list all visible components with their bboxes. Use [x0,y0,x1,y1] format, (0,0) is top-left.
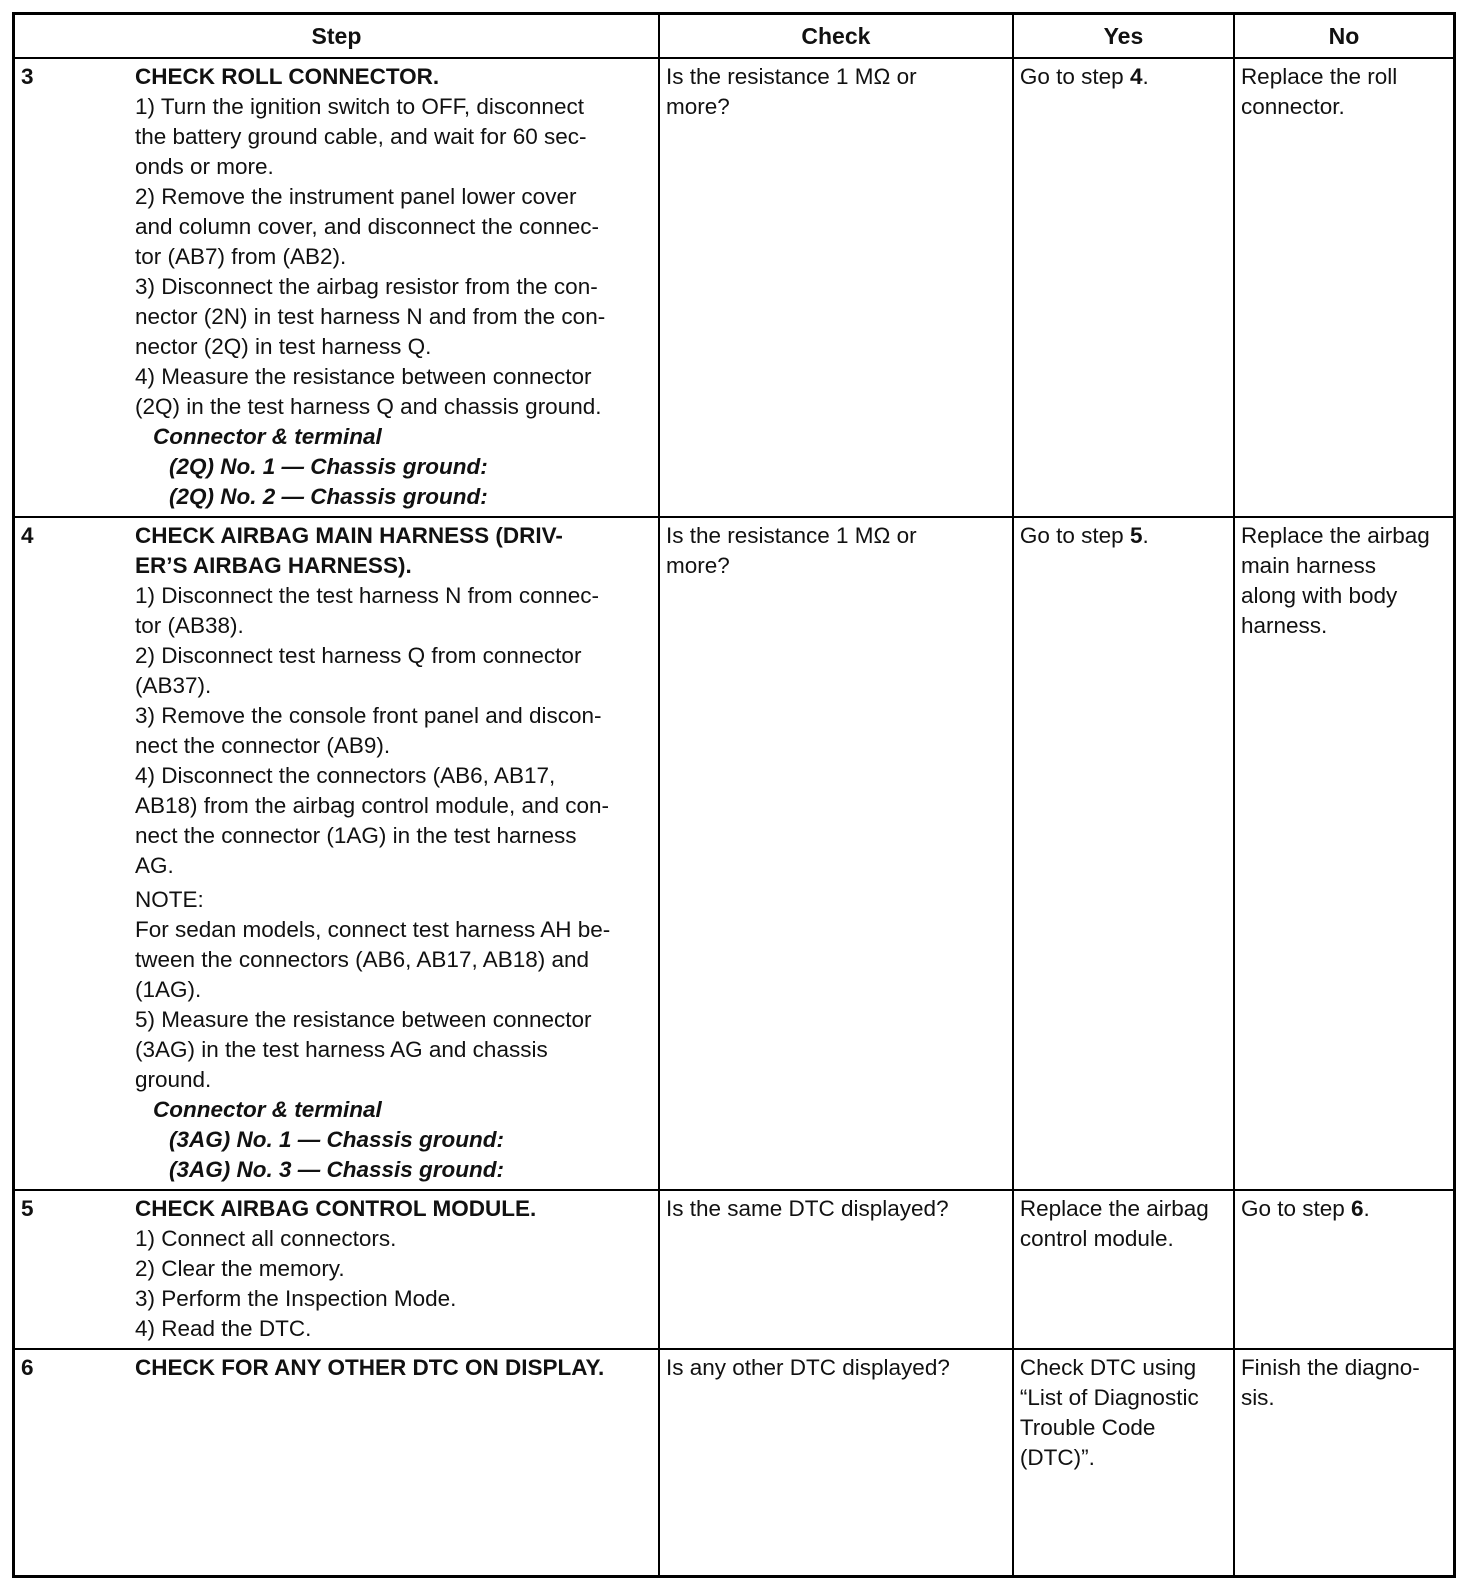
check-cell [659,1349,1013,1575]
instruction-line: 3) Perform the Inspection Mode. [135,1286,457,1311]
step-title: ER’S AIRBAG HARNESS). [135,553,412,578]
yes-step-ref: 4 [1129,64,1143,89]
note-label: NOTE: [135,887,204,912]
connector-terminal-item: (2Q) No. 1 — Chassis ground: [169,454,488,479]
step-body [135,1191,658,1348]
step-cell [15,517,659,1190]
no-cell [1234,58,1453,517]
yes-line: control module. [1019,1226,1174,1251]
instruction-line: (2Q) in the test harness Q and chassis ground. [135,394,602,419]
instruction-line: nector (2Q) in test harness Q. [135,334,432,359]
instruction-line: 3) Remove the console front panel and discon- [135,703,602,728]
table-row-step-5 [15,1190,1453,1349]
check-cell [659,1190,1013,1349]
no-step-ref: 6 [1351,1196,1364,1221]
table-row-step-4 [15,517,1453,1190]
check-line: Is the resistance 1 MΩ or [665,523,917,548]
instruction-line: 4) Measure the resistance between connector [135,364,592,389]
step-number: 6 [21,1355,34,1380]
yes-cell [1013,1349,1234,1575]
instruction-line: tor (AB7) from (AB2). [135,244,347,269]
instruction-line: (AB37). [135,673,212,698]
no-line: along with body [1240,583,1398,608]
yes-action [1014,59,1233,96]
connector-terminal-heading: Connector & terminal [153,1097,382,1122]
step-title: CHECK AIRBAG MAIN HARNESS (DRIV- [135,523,563,548]
diagnostic-procedure-sheet [12,12,1456,1578]
step-title: CHECK FOR ANY OTHER DTC ON DISPLAY. [135,1355,605,1380]
check-line: more? [665,553,730,578]
instruction-line: AG. [135,853,174,878]
header-row [15,15,1453,58]
no-cell [1234,1190,1453,1349]
step-cell [15,1190,659,1349]
step-title: CHECK ROLL CONNECTOR. [135,64,440,89]
header-step: Step [15,15,659,58]
step-number: 5 [21,1196,34,1221]
instruction-line: tor (AB38). [135,613,244,638]
instruction-line: ground. [135,1067,212,1092]
step-body [135,1350,658,1387]
connector-terminal-heading: Connector & terminal [153,424,382,449]
instruction-line: nect the connector (1AG) in the test harness [135,823,577,848]
no-action [1235,1191,1453,1228]
instruction-line: and column cover, and disconnect the connec- [135,214,600,239]
step-number: 4 [21,523,34,548]
yes-prefix: Go to step [1019,64,1130,89]
instruction-line: nect the connector (AB9). [135,733,391,758]
yes-line: Replace the airbag [1019,1196,1209,1221]
diagnostic-table [15,15,1453,1575]
yes-suffix: . [1142,523,1149,548]
table-row-step-6 [15,1349,1453,1575]
check-cell [659,517,1013,1190]
no-line: Replace the roll [1240,64,1398,89]
no-line: harness. [1240,613,1328,638]
yes-cell [1013,58,1234,517]
connector-terminal-item: (2Q) No. 2 — Chassis ground: [169,484,488,509]
check-cell [659,58,1013,517]
connector-terminal-item: (3AG) No. 1 — Chassis ground: [169,1127,505,1152]
check-line: more? [665,94,730,119]
note-line: (1AG). [135,977,202,1002]
instruction-line: (3AG) in the test harness AG and chassis [135,1037,548,1062]
step-cell [15,1349,659,1575]
instruction-line: AB18) from the airbag control module, and con- [135,793,610,818]
instruction-line: 3) Disconnect the airbag resistor from the con- [135,274,598,299]
instruction-line: onds or more. [135,154,274,179]
check-line: Is any other DTC displayed? [665,1355,950,1380]
no-cell [1234,1349,1453,1575]
yes-step-ref: 5 [1129,523,1143,548]
no-line: sis. [1240,1385,1275,1410]
instruction-line: 2) Clear the memory. [135,1256,345,1281]
instruction-line: 1) Turn the ignition switch to OFF, disconnect [135,94,584,119]
step-cell [15,58,659,517]
connector-terminal-item: (3AG) No. 3 — Chassis ground: [169,1157,505,1182]
no-prefix: Go to step [1240,1196,1351,1221]
no-line: connector. [1240,94,1345,119]
instruction-line: nector (2N) in test harness N and from the con- [135,304,606,329]
yes-cell [1013,1190,1234,1349]
yes-line: Trouble Code [1019,1415,1156,1440]
yes-line: (DTC)”. [1019,1445,1095,1470]
check-line: Is the same DTC displayed? [665,1196,949,1221]
header-yes: Yes [1013,15,1234,58]
instruction-line: 4) Disconnect the connectors (AB6, AB17, [135,763,556,788]
no-line: Replace the airbag [1240,523,1430,548]
no-suffix: . [1363,1196,1370,1221]
yes-suffix: . [1142,64,1149,89]
yes-prefix: Go to step [1019,523,1130,548]
step-number: 3 [21,64,34,89]
step-body [135,59,658,516]
no-cell [1234,517,1453,1190]
check-line: Is the resistance 1 MΩ or [665,64,917,89]
step-body [135,518,658,1189]
yes-line: Check DTC using [1019,1355,1197,1380]
instruction-line: 2) Disconnect test harness Q from connector [135,643,582,668]
note-line: tween the connectors (AB6, AB17, AB18) and [135,947,590,972]
header-check: Check [659,15,1013,58]
instruction-line: 5) Measure the resistance between connector [135,1007,592,1032]
yes-cell [1013,517,1234,1190]
no-line: main harness [1240,553,1377,578]
step-title: CHECK AIRBAG CONTROL MODULE. [135,1196,537,1221]
note-line: For sedan models, connect test harness AH be- [135,917,611,942]
no-line: Finish the diagno- [1240,1355,1420,1380]
yes-action [1014,518,1233,555]
instruction-line: 1) Connect all connectors. [135,1226,397,1251]
instruction-line: 2) Remove the instrument panel lower cover [135,184,577,209]
instruction-line: the battery ground cable, and wait for 60 sec- [135,124,587,149]
header-no: No [1234,15,1453,58]
instruction-line: 4) Read the DTC. [135,1316,312,1341]
instruction-line: 1) Disconnect the test harness N from connec- [135,583,599,608]
table-row-step-3 [15,58,1453,517]
yes-line: “List of Diagnostic [1019,1385,1199,1410]
